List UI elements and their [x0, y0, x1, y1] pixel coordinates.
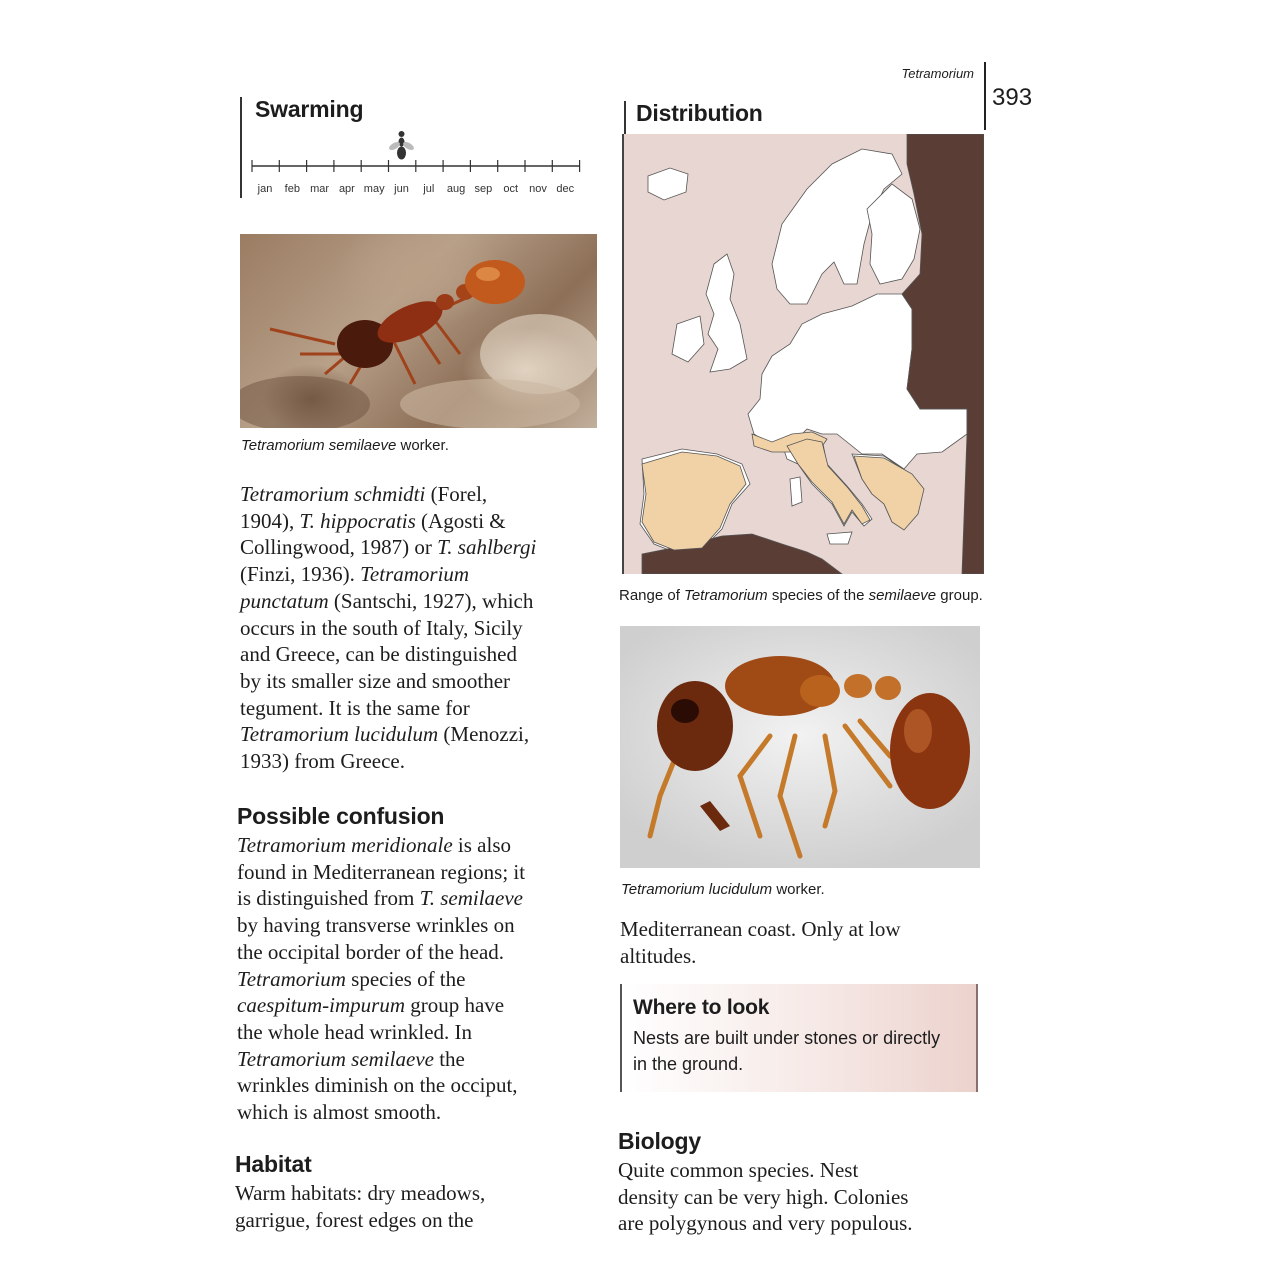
- month-label-dec: dec: [556, 183, 575, 195]
- where-to-look-text: [633, 1026, 940, 1077]
- month-label-mar: mar: [310, 183, 330, 195]
- text-line: the occipital border of the head.: [237, 939, 505, 964]
- map-britain: [706, 254, 747, 372]
- map-border: [622, 134, 624, 574]
- ant-head: [657, 681, 733, 771]
- text-line: wrinkles diminish on the occiput,: [237, 1073, 518, 1098]
- month-label-sep: sep: [474, 183, 493, 195]
- text-line: Warm habitats: dry meadows,: [235, 1181, 486, 1205]
- map-sicily: [827, 532, 852, 544]
- map-caption: Range of Tetramorium species of the semilaeve group.: [619, 587, 983, 604]
- month-label-jun: jun: [394, 183, 409, 195]
- text-line: occurs in the south of Italy, Sicily: [240, 615, 523, 640]
- winged-ant-icon: [388, 131, 415, 160]
- biology-text: [618, 1157, 913, 1237]
- month-label-jul: jul: [423, 183, 435, 195]
- text-line: Tetramorium schmidti (Forel,: [240, 482, 488, 506]
- text-line: by having transverse wrinkles on: [237, 913, 515, 938]
- map-iceland: [648, 168, 688, 200]
- habitat-text: [235, 1180, 485, 1233]
- text-line: Tetramorium meridionale is also: [237, 833, 511, 857]
- ant-gaster: [890, 693, 970, 809]
- page-rule: [984, 62, 986, 130]
- swarming-heading: Swarming: [255, 96, 364, 122]
- habitat-heading: Habitat: [235, 1151, 312, 1177]
- running-head: Tetramorium: [901, 66, 974, 81]
- text-line: is distinguished from T. semilaeve: [237, 886, 524, 911]
- winged-ant-icon-part: [399, 131, 405, 137]
- month-label-feb: feb: [284, 183, 300, 195]
- text-line: Quite common species. Nest: [618, 1158, 859, 1182]
- photo2-caption: Tetramorium lucidulum worker.: [621, 881, 825, 898]
- winged-ant-icon-part: [397, 147, 406, 160]
- where-to-look-heading: Where to look: [633, 996, 770, 1019]
- text-line: by its smaller size and smoother: [240, 668, 511, 693]
- text-line: caespitum-impurum group have: [237, 993, 505, 1018]
- ant-photo-semilaeve: [240, 234, 597, 428]
- europe-map: [622, 134, 984, 574]
- text-line: Nests are built under stones or directly: [633, 1028, 941, 1048]
- text-line: 1933) from Greece.: [240, 749, 406, 774]
- species-text: [240, 481, 536, 775]
- map-sardinia: [790, 477, 802, 506]
- ant-photo-lucidulum-drawing: [620, 626, 980, 868]
- text-line: 1904), T. hippocratis (Agosti &: [240, 508, 506, 533]
- ant-photo-semilaeve-drawing: [240, 234, 597, 428]
- text-line: Mediterranean coast. Only at low: [620, 917, 901, 941]
- swarming-timeline: [248, 126, 588, 200]
- map-ireland: [672, 316, 704, 362]
- distribution-rule: [624, 101, 626, 135]
- possible-confusion-text: [237, 832, 525, 1126]
- month-label-aug: aug: [446, 183, 466, 195]
- biology-heading: Biology: [618, 1128, 701, 1154]
- text-line: in the ground.: [633, 1053, 744, 1074]
- habitat-continued-text: [620, 916, 901, 969]
- text-line: are polygynous and very populous.: [618, 1211, 913, 1236]
- month-label-nov: nov: [529, 183, 547, 195]
- distribution-map: [622, 134, 984, 574]
- text-line: punctatum (Santschi, 1927), which: [240, 588, 534, 613]
- text-line: altitudes.: [620, 943, 697, 968]
- text-line: the whole head wrinkled. In: [237, 1019, 473, 1044]
- text-line: which is almost smooth.: [237, 1100, 442, 1125]
- text-line: Tetramorium species of the: [237, 966, 466, 991]
- text-line: density can be very high. Colonies: [618, 1184, 909, 1209]
- month-label-apr: apr: [338, 183, 355, 195]
- month-label-may: may: [363, 183, 385, 195]
- swarming-rule: [240, 97, 242, 198]
- month-label-oct: oct: [503, 183, 519, 195]
- month-label-jan: jan: [257, 183, 273, 195]
- text-line: Tetramorium lucidulum (Menozzi,: [240, 722, 530, 747]
- text-line: Collingwood, 1987) or T. sahlbergi: [240, 535, 537, 560]
- text-line: tegument. It is the same for: [240, 695, 470, 720]
- possible-confusion-heading: Possible confusion: [237, 803, 445, 829]
- text-line: (Finzi, 1936). Tetramorium: [240, 562, 470, 587]
- text-line: Tetramorium semilaeve the: [237, 1046, 465, 1071]
- text-line: and Greece, can be distinguished: [240, 642, 517, 667]
- text-line: found in Mediterranean regions; it: [237, 859, 526, 884]
- photo1-caption: Tetramorium semilaeve worker.: [241, 437, 449, 454]
- ant-gaster: [465, 260, 525, 304]
- distribution-heading: Distribution: [636, 100, 763, 126]
- text-line: garrigue, forest edges on the: [235, 1207, 474, 1232]
- ant-photo-lucidulum: [620, 626, 980, 868]
- page-number: 393: [992, 84, 1033, 111]
